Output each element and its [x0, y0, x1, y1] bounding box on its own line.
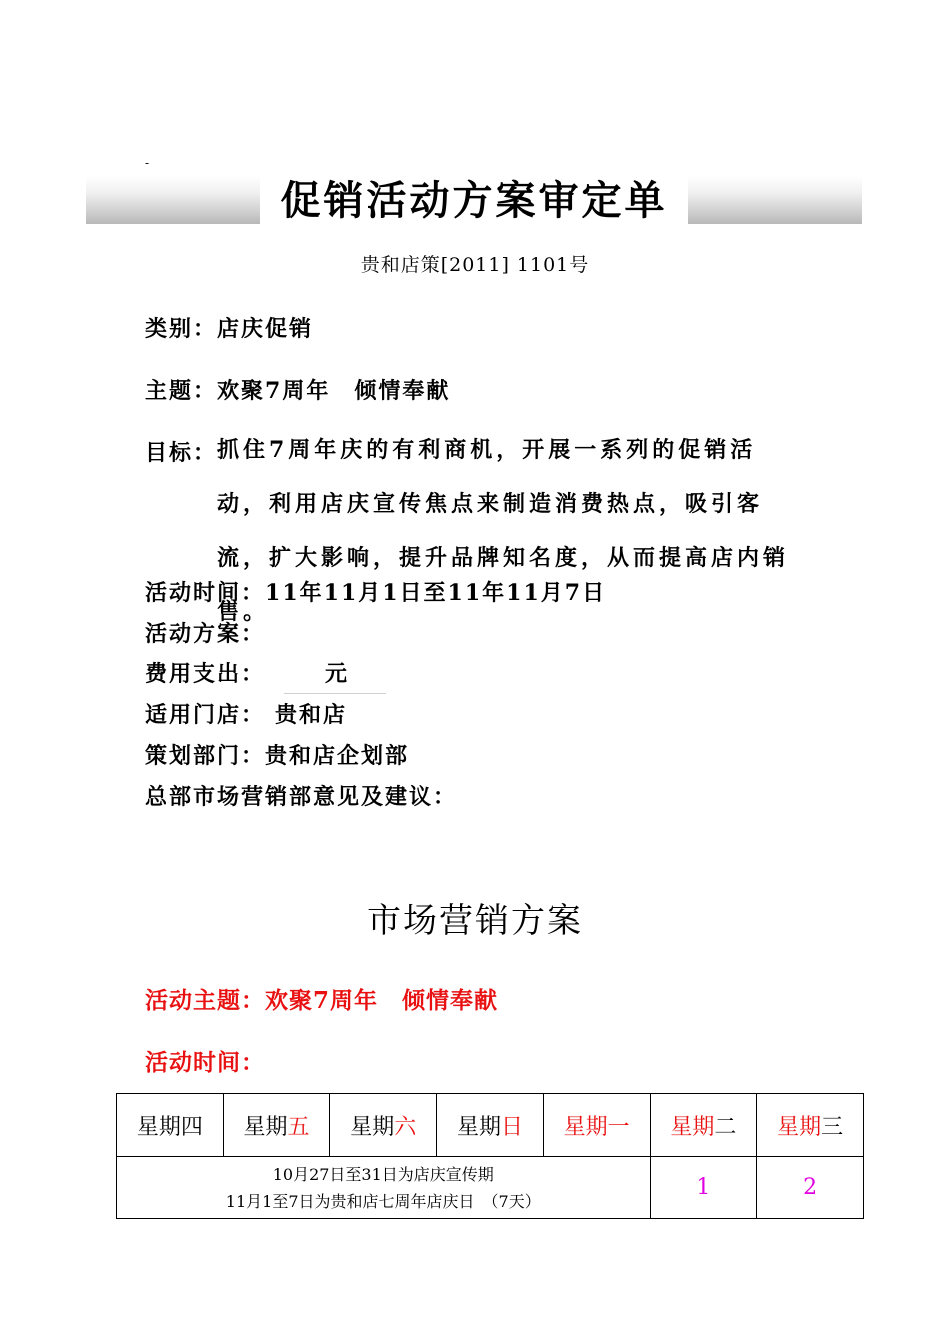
weekday-text: 星期 — [777, 1114, 822, 1140]
document-title: 促销活动方案审定单 — [280, 177, 668, 224]
weekday-sat — [330, 1094, 437, 1157]
field-label: 费用支出： — [145, 661, 266, 687]
calendar-header-row — [117, 1094, 864, 1157]
calendar-day — [757, 1157, 864, 1219]
weekday-text: 星期 — [243, 1114, 288, 1140]
field-value: 贵和店企划部 — [265, 743, 410, 769]
calendar-table — [116, 1093, 864, 1219]
activity-time: 活动时间： — [145, 1049, 265, 1076]
weekday-tue — [650, 1094, 757, 1157]
field-value: 店庆促销 — [217, 316, 314, 342]
field-value: 11年11月1日至11年11月7日 — [265, 580, 607, 606]
field-label: 目标： — [145, 440, 218, 466]
field-label: 主题： — [145, 378, 218, 404]
weekday-suffix: 二 — [714, 1114, 737, 1140]
calendar-note — [117, 1157, 651, 1219]
title-bar-left — [86, 176, 260, 224]
field-category — [145, 312, 313, 343]
page-mark: - — [145, 156, 150, 170]
title-banner — [86, 176, 862, 226]
activity-theme: 活动主题：欢聚7周年 倾情奉献 — [145, 987, 499, 1014]
weekday-text: 星期 — [456, 1114, 501, 1140]
field-label: 总部市场营销部意见及建议： — [145, 784, 458, 810]
field-label: 类别： — [145, 316, 218, 342]
field-label: 适用门店： — [145, 702, 266, 728]
section-title: 市场营销方案 — [367, 901, 583, 941]
weekday-text: 星期 — [350, 1114, 395, 1140]
weekday-thu — [117, 1094, 224, 1157]
field-value: 元 — [325, 661, 350, 687]
weekday-suffix: 五 — [287, 1114, 310, 1140]
field-label: 活动时间： — [145, 580, 266, 606]
field-cost — [145, 657, 349, 688]
field-value: 抓住7周年庆的有利商机，开展一系列的促销活动，利用店庆宣传焦点来制造消费热点，吸引客流，扩大影响，提升品牌知名度，从而提高店内销售。 — [217, 437, 790, 625]
field-plan — [145, 617, 265, 648]
underline — [284, 693, 386, 694]
field-value: 贵和店 — [275, 702, 348, 728]
field-label: 策划部门： — [145, 743, 266, 769]
field-opinion — [145, 780, 457, 811]
title-bar-right — [688, 176, 862, 224]
calendar-day — [650, 1157, 757, 1219]
weekday-fri — [223, 1094, 330, 1157]
day-number: 2 — [803, 1175, 818, 1200]
reference-number: 贵和店策[2011] 1101号 — [360, 254, 590, 276]
field-theme — [145, 374, 450, 405]
weekday-suffix: 三 — [821, 1114, 844, 1140]
weekday-text: 星期四 — [136, 1114, 203, 1140]
day-number: 1 — [696, 1175, 711, 1200]
weekday-suffix: 日 — [500, 1114, 523, 1140]
field-store — [145, 698, 347, 729]
weekday-suffix: 六 — [394, 1114, 417, 1140]
field-time — [145, 576, 606, 607]
weekday-mon — [543, 1094, 650, 1157]
note-line: 10月27日至31日为店庆宣传期 — [272, 1164, 494, 1184]
weekday-text: 星期一 — [563, 1114, 630, 1140]
note-line: 11月1至7日为贵和店七周年店庆日 （7天） — [225, 1191, 541, 1211]
field-dept — [145, 739, 409, 770]
field-label: 活动方案： — [145, 621, 266, 647]
weekday-text: 星期 — [670, 1114, 715, 1140]
calendar-body-row — [117, 1157, 864, 1219]
field-value: 欢聚7周年 倾情奉献 — [217, 378, 451, 404]
weekday-sun — [437, 1094, 544, 1157]
weekday-wed — [757, 1094, 864, 1157]
